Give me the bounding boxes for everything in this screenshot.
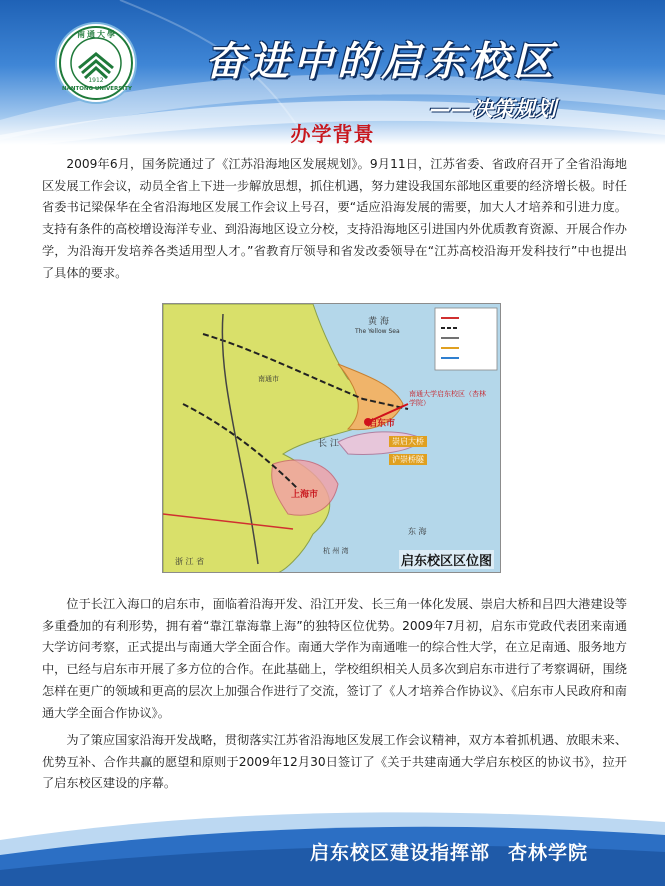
logo-year: 1912 — [88, 77, 104, 84]
map-label-chongqi-bridge: 崇启大桥 — [389, 436, 427, 447]
map-label-yellow-sea: 黄 海 — [368, 317, 389, 327]
map-label-east-sea: 东 海 — [408, 527, 427, 536]
footer-org: 启东校区建设指挥部 — [310, 842, 491, 864]
footer-credit — [310, 838, 588, 865]
map-label-changjiang: 长 江 — [318, 439, 339, 449]
location-map — [162, 303, 501, 573]
map-label-hutong-bridge: 沪崇桥隧 — [389, 454, 427, 465]
map-label-shanghai: 上海市 — [291, 490, 319, 500]
paragraph-background: 2009年6月，国务院通过了《江苏沿海地区发展规划》。9月11日，江苏省委、省政府召开了全省沿海地区发展工作会议，动员全省上下进一步解放思想，抓住机遇，努力建设我国东部地区重要的经济增长极。时任省委书记梁保华在全省沿海地区发展工作会议上号召，要“适应沿海发展的需要，加大人才培养和引进力度。支持有条件的高校增设海洋专业、到沿海地区设立分校，支持沿海地区引进国内外优质教育资源、开展合作办学，为沿海开发培养各类适用型人才。”省教育厅领导和省发改委领导在“江苏高校沿海开发科技行”中也提出了具体的要求。 — [42, 157, 627, 280]
poster-title: 奋进中的启东校区 — [205, 38, 557, 85]
footer-college: 杏林学院 — [508, 842, 589, 864]
logo-ring-text: NANTONG UNIVERSITY — [61, 86, 133, 92]
map-label-hangzhou-bay: 杭 州 湾 — [323, 547, 349, 555]
poster-subtitle: ——决策规划 — [430, 97, 556, 121]
logo-top-text: 南通大學 — [77, 29, 117, 39]
paragraph-location: 位于长江入海口的启东市，面临着沿海开发、沿江开发、长三角一体化发展、崇启大桥和吕四大港建设等多重叠加的有利形势，拥有着“靠江靠海靠上海”的独特区位优势。2009年7月初，启东市党政代表团来南通大学访问考察，正式提出与南通大学全面合作。南通大学作为南通唯一的综合性大学，在立足南通、服务地方中，已经与启东市开展了多方位的合作。在此基础上，学校组织相关人员多次到启东市进行了考察调研，围绕怎样在更广的领域和更高的层次上加强合作进行了交流，签订了《人才培养合作协议》、《启东市人民政府和南通大学全面合作协议》。 — [42, 597, 628, 720]
map-label-campus: 南通大学启东校区（杏林学院） — [409, 390, 486, 407]
paragraph-agreement: 为了策应国家沿海开发战略，贯彻落实江苏省沿海地区发展工作会议精神，双方本着抓机遇、放眼未来、优势互补、合作共赢的愿望和原则于2009年12月30日签订了《关于共建南通大学启东校区的协议书》，拉开了启东校区建设的序幕。 — [42, 733, 628, 791]
map-caption: 启东校区区位图 — [399, 550, 494, 569]
map-label-nantong: 南通市 — [258, 375, 279, 383]
map-label-qidong: 启东市 — [368, 419, 396, 429]
section-heading: 办学背景 — [290, 122, 375, 146]
map-label-yellow-sea-en: The Yellow Sea — [355, 328, 400, 335]
map-label-zhejiang: 浙 江 省 — [175, 557, 205, 566]
